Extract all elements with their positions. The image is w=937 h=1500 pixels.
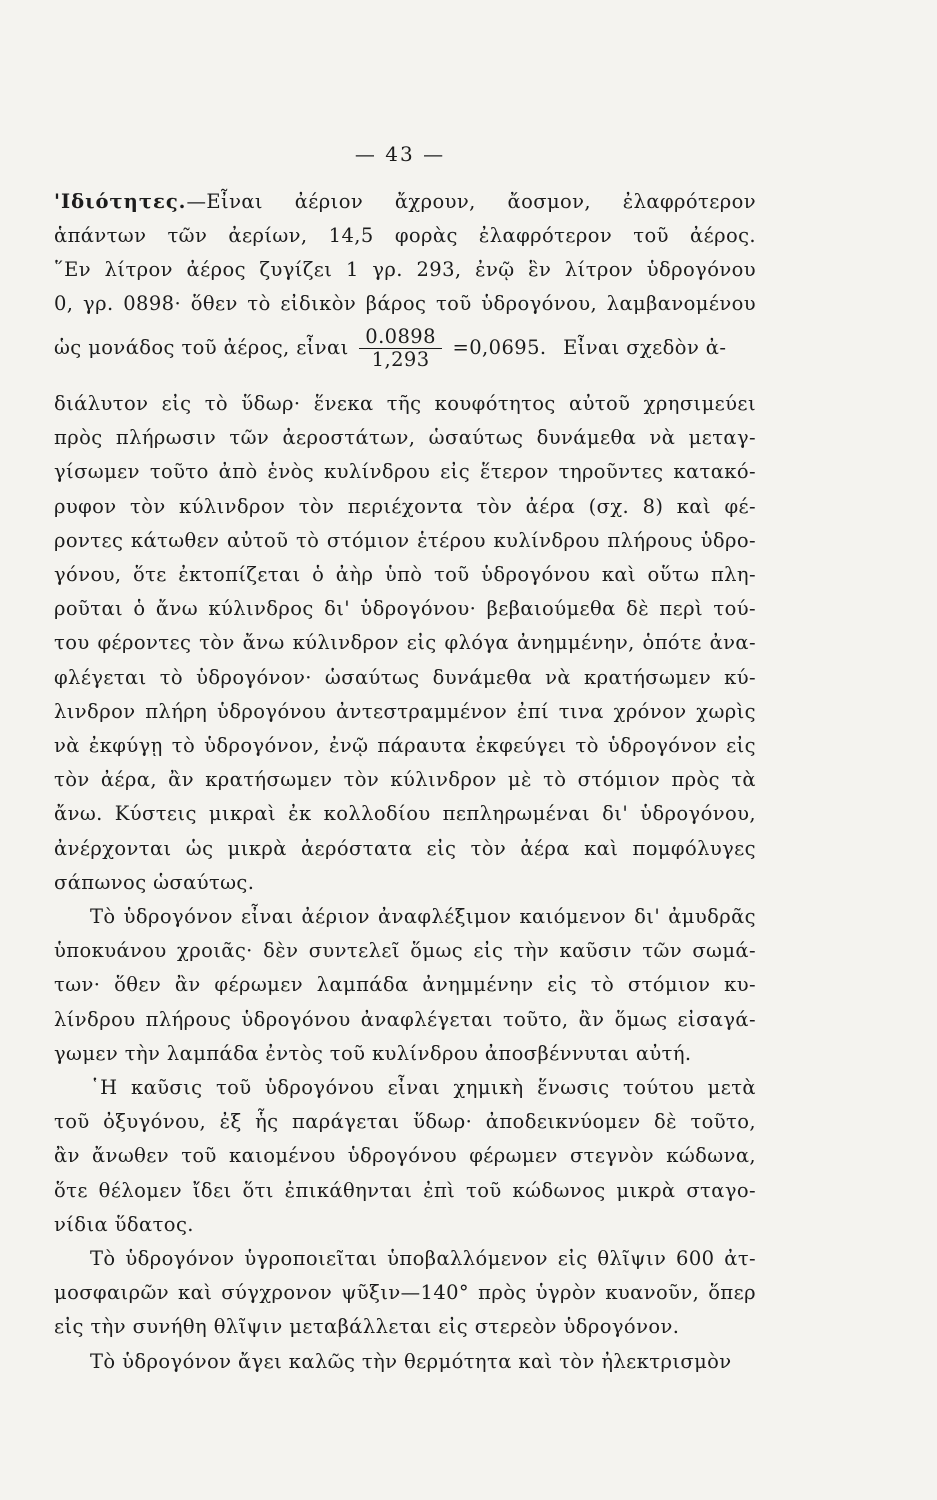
- body-line: γόνου, ὅτε ἐκτοπίζεται ὁ ἀὴρ ὑπὸ τοῦ ὑδρογόνου καὶ οὕτω πλη-: [54, 563, 756, 586]
- body-line: του φέροντες τὸν ἄνω κύλινδρον εἰς φλόγα ἀνημμένην, ὁπότε ἀνα-: [54, 631, 756, 654]
- fraction-numerator: 0.0898: [359, 326, 442, 349]
- formula-suffix: Εἶναι σχεδὸν ἀ-: [563, 336, 727, 359]
- body-line: των· ὅθεν ἂν φέρωμεν λαμπάδα ἀνημμένην εἰς τὸ στόμιον κυ-: [54, 973, 756, 996]
- page-number: — 43 —: [354, 142, 446, 166]
- body-line: λίνδρου πλήρους ὑδρογόνου ἀναφλέγεται τοῦτο, ἂν ὅμως εἰσαγά-: [54, 1008, 756, 1031]
- body-line: ὅτε θέλομεν ἴδει ὅτι ἐπικάθηνται ἐπὶ τοῦ κώδωνος μικρὰ σταγο-: [54, 1179, 756, 1202]
- body-line: τοῦ ὀξυγόνου, ἐξ ἧς παράγεται ὕδωρ· ἀποδεικνύομεν δὲ τοῦτο,: [54, 1110, 756, 1133]
- text-line-2: ἁπάντων τῶν ἀερίων, 14,5 φορὰς ἐλαφρότερον τοῦ ἀέρος.: [54, 224, 756, 247]
- body-line: Τὸ ὑδρογόνον ἄγει καλῶς τὴν θερμότητα καὶ τὸν ἠλεκτρισμὸν: [90, 1350, 732, 1373]
- body-line: ροῦται ὁ ἄνω κύλινδρος δι' ὑδρογόνου· βεβαιούμεθα δὲ περὶ τού-: [54, 597, 756, 620]
- text-line-4: 0, γρ. 0898· ὅθεν τὸ εἰδικὸν βάρος τοῦ ὑδρογόνου, λαμβανομένου: [54, 292, 756, 315]
- body-line: ρυφον τὸν κύλινδρον τὸν περιέχοντα τὸν ἀέρα (σχ. 8) καὶ φέ-: [54, 495, 756, 518]
- body-line: ὑποκυάνου χροιᾶς· δὲν συντελεῖ ὅμως εἰς τὴν καῦσιν τῶν σωμά-: [54, 939, 756, 962]
- body-line: εἰς τὴν συνήθη θλῖψιν μεταβάλλεται εἰς στερεὸν ὑδρογόνον.: [54, 1315, 680, 1338]
- body-line: τὸν ἀέρα, ἂν κρατήσωμεν τὸν κύλινδρον μὲ τὸ στόμιον πρὸς τὰ: [54, 768, 756, 791]
- body-line: λινδρον πλήρη ὑδρογόνου ἀντεστραμμένον ἐπί τινα χρόνον χωρὶς: [54, 700, 756, 723]
- text-line-3: ῞Εν λίτρον ἀέρος ζυγίζει 1 γρ. 293, ἐνῷ ἓν λίτρον ὑδρογόνου: [54, 258, 756, 281]
- body-line: μοσφαιρῶν καὶ σύγχρονον ψῦξιν—140° πρὸς ὑγρὸν κυανοῦν, ὅπερ: [54, 1281, 756, 1304]
- body-line: Τὸ ὑδρογόνον εἶναι ἀέριον ἀναφλέξιμον καιόμενον δι' ἀμυδρᾶς: [90, 905, 756, 928]
- text-line-1: [54, 185, 756, 219]
- body-line: ἂν ἄνωθεν τοῦ καιομένου ὑδρογόνου φέρωμεν στεγνὸν κώδωνα,: [54, 1144, 756, 1167]
- body-line: πρὸς πλήρωσιν τῶν ἀεροστάτων, ὡσαύτως δυνάμεθα νὰ μεταγ-: [54, 426, 756, 449]
- formula-line: [54, 318, 756, 378]
- fraction-denominator: 1,293: [371, 348, 430, 371]
- body-line: φλέγεται τὸ ὑδρογόνον· ὡσαύτως δυνάμεθα νὰ κρατήσωμεν κύ-: [54, 666, 756, 689]
- body-line: διάλυτον εἰς τὸ ὕδωρ· ἕνεκα τῆς κουφότητος αὐτοῦ χρησιμεύει: [54, 392, 756, 415]
- formula-prefix: ὡς μονάδος τοῦ ἀέρος, εἶναι: [54, 336, 349, 359]
- fraction: [359, 326, 442, 371]
- formula-result: =0,0695.: [452, 336, 547, 359]
- body-line: ἀνέρχονται ὡς μικρὰ ἀερόστατα εἰς τὸν ἀέρα καὶ πομφόλυγες: [54, 837, 756, 860]
- body-line: γίσωμεν τοῦτο ἀπὸ ἑνὸς κυλίνδρου εἰς ἕτερον τηροῦντες κατακό-: [54, 460, 756, 483]
- body-line: ροντες κάτωθεν αὐτοῦ τὸ στόμιον ἑτέρου κυλίνδρου πλήρους ὑδρο-: [54, 529, 756, 552]
- body-line: νὰ ἐκφύγῃ τὸ ὑδρογόνον, ἐνῷ πάραυτα ἐκφεύγει τὸ ὑδρογόνον εἰς: [54, 734, 756, 757]
- text-line-1-rest: —Εἶναι ἀέριον ἄχρουν, ἄοσμον, ἐλαφρότερον: [186, 190, 756, 213]
- body-line: γωμεν τὴν λαμπάδα ἐντὸς τοῦ κυλίνδρου ἀποσβέννυται αὐτή.: [54, 1042, 692, 1065]
- body-line: ῾Η καῦσις τοῦ ὑδρογόνου εἶναι χημικὴ ἕνωσις τούτου μετὰ: [90, 1076, 756, 1099]
- body-line: ἄνω. Κύστεις μικραὶ ἐκ κολλοδίου πεπληρωμέναι δι' ὑδρογόνου,: [54, 802, 756, 825]
- section-heading: 'Ιδιότητες.: [54, 190, 187, 213]
- body-line: σάπωνος ὡσαύτως.: [54, 871, 255, 894]
- body-line: νίδια ὕδατος.: [54, 1213, 194, 1236]
- body-line: Τὸ ὑδρογόνον ὑγροποιεῖται ὑποβαλλόμενον εἰς θλῖψιν 600 ἀτ-: [90, 1247, 756, 1270]
